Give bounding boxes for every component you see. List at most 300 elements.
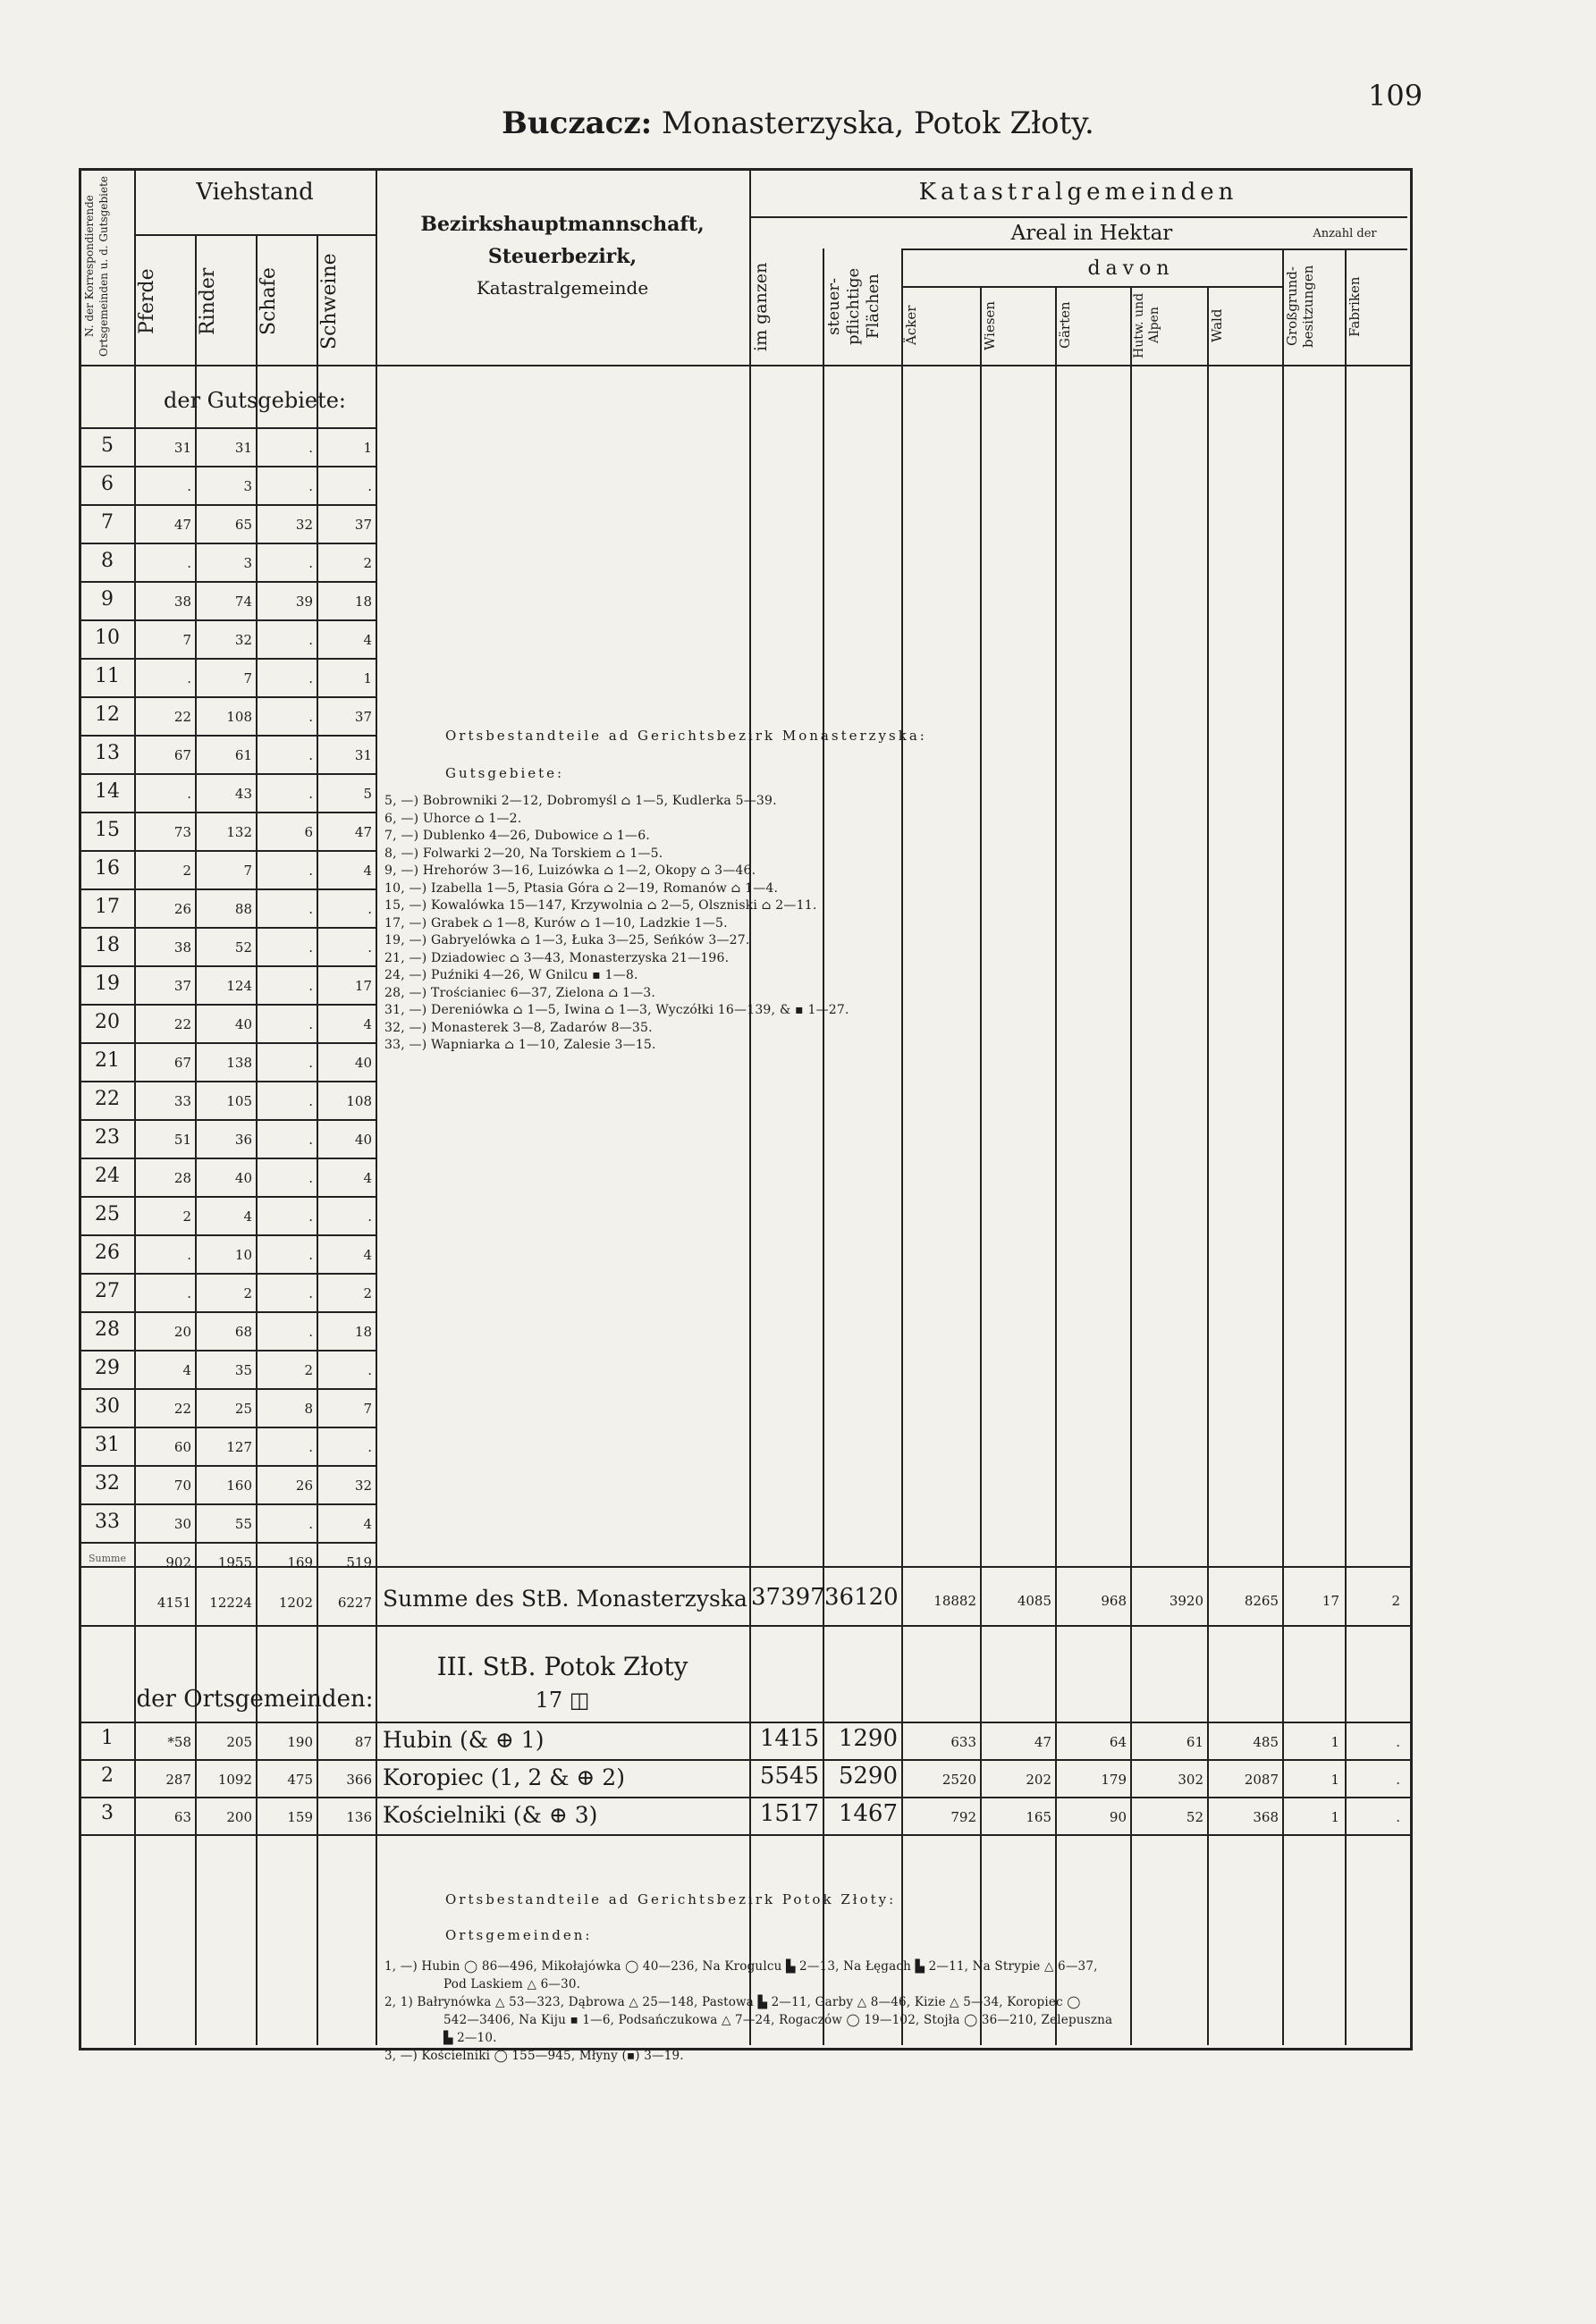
fabriken-header: Fabriken — [1347, 276, 1363, 337]
cell-pferde: 2 — [182, 1208, 191, 1225]
viehstand-header: Viehstand — [196, 179, 314, 206]
davon-header: davon — [1087, 257, 1175, 280]
cell-pferde: 28 — [173, 1170, 191, 1186]
wald-header: Wald — [1209, 308, 1225, 342]
cell-rinder: 124 — [226, 978, 252, 994]
cell-schweine: 87 — [354, 1734, 372, 1750]
cell-schafe: . — [308, 478, 313, 494]
note-line: 1, —) Hubin ◯ 86—496, Mikołajówka ◯ 40—236, Na Krogulcu ▙ 2—13, Na Łęgach ▙ 2—11, Na Strypie △ 6—37, — [384, 1959, 1098, 1974]
cell-schafe: . — [308, 901, 313, 917]
cell-schafe: . — [308, 1208, 313, 1225]
cell-fabriken: . — [1396, 1809, 1400, 1825]
cell-schweine: . — [367, 1362, 372, 1378]
table-row-rule — [79, 1465, 376, 1467]
cell-rinder: 32 — [234, 632, 252, 648]
cell-schafe: . — [308, 939, 313, 956]
cell-schafe: 2 — [304, 1362, 313, 1378]
cell-hutw: 61 — [1186, 1734, 1203, 1750]
cell-steuerpflichtige: 1467 — [838, 1800, 898, 1827]
table-row-rule — [79, 888, 376, 890]
cell-rinder: 7 — [243, 863, 252, 879]
section3-bottom-rule — [79, 1834, 1410, 1836]
note-line: 28, —) Trościaniec 6—37, Zielona ⌂ 1—3. — [384, 985, 656, 1000]
nr-column-header: N. der Korrespondierende Ortsgemeinden u. d. Gutsgebiete — [83, 176, 110, 358]
steuerpflichtige-header: steuer-pflichtige Flächen — [824, 267, 882, 346]
cell-pferde: 63 — [173, 1809, 191, 1825]
cell-rinder: 3 — [243, 555, 252, 571]
gutsgebiete-label: der Gutsgebiete: — [164, 388, 346, 413]
row-number: 25 — [95, 1203, 120, 1225]
notes-header: Ortsbestandteile ad Gerichtsbezirk Potok Złoty: — [445, 1891, 897, 1907]
cell-schafe: . — [308, 555, 313, 571]
total-schweine: 6227 — [337, 1595, 372, 1611]
row-number: 28 — [95, 1318, 120, 1341]
table-row-rule — [79, 581, 376, 583]
row-number: 21 — [95, 1049, 120, 1072]
summe-row-rule — [79, 1542, 376, 1544]
total-gaerten: 968 — [1101, 1593, 1127, 1609]
schweine-header: Schweine — [318, 253, 341, 349]
total-name: Summe des StB. Monasterzyska — [383, 1586, 747, 1612]
table-row-rule — [79, 1081, 376, 1082]
rinder-header: Rinder — [197, 267, 219, 335]
cell-pferde: 26 — [173, 901, 191, 917]
cell-pferde: 67 — [173, 747, 191, 763]
im-ganzen-header: im ganzen — [751, 262, 771, 351]
bezirk-header-line3: Katastralgemeinde — [476, 277, 649, 299]
cell-im-ganzen: 1517 — [759, 1800, 819, 1827]
row-number: 15 — [95, 819, 120, 841]
row-number: 26 — [95, 1242, 120, 1264]
cell-schweine: 108 — [346, 1093, 372, 1109]
table-row-rule — [79, 1158, 376, 1159]
cell-pferde: 7 — [182, 632, 191, 648]
grossgrund-header: Großgrund-besitzungen — [1284, 265, 1316, 349]
cell-pferde: 70 — [173, 1478, 191, 1494]
table-row-rule — [79, 696, 376, 698]
cell-wiesen: 47 — [1034, 1734, 1051, 1750]
total-fabriken: 2 — [1391, 1593, 1400, 1609]
total-row-top-rule — [79, 1566, 1410, 1568]
cell-rinder: 200 — [226, 1809, 252, 1825]
note-line: 15, —) Kowalówka 15—147, Krzywolnia ⌂ 2—5, Olszniski ⌂ 2—11. — [384, 898, 817, 913]
wiesen-header: Wiesen — [982, 300, 998, 350]
cell-fabriken: . — [1396, 1772, 1400, 1788]
table-row-rule — [79, 1234, 376, 1236]
municipality-name: Koropiec (1, 2 & ⊕ 2) — [383, 1764, 625, 1790]
cell-schafe: . — [308, 709, 313, 725]
table-row-rule — [79, 1119, 376, 1121]
cell-pferde: . — [187, 478, 191, 494]
cell-pferde: . — [187, 1247, 191, 1263]
page-title: Buczacz: Monasterzyska, Potok Złoty. — [502, 105, 1094, 141]
cell-pferde: 22 — [173, 1401, 191, 1417]
total-wald: 8265 — [1244, 1593, 1279, 1609]
note-line: 2, 1) Bałrynówka △ 53—323, Dąbrowa △ 25—148, Pastowa ▙ 2—11, Garby △ 8—46, Kizie △ 5—34, Koropiec ◯ — [384, 1995, 1081, 2009]
cell-rinder: 43 — [234, 786, 252, 802]
table-row-rule — [79, 504, 376, 506]
cell-schafe: . — [308, 632, 313, 648]
cell-schafe: . — [308, 1247, 313, 1263]
row-number: 31 — [95, 1434, 120, 1456]
cell-schafe: 475 — [287, 1772, 313, 1788]
cell-schweine: 4 — [363, 632, 372, 648]
row-number: 10 — [95, 627, 120, 649]
table-row-rule — [79, 812, 376, 813]
cell-schweine: 5 — [363, 786, 372, 802]
summe-schweine: 519 — [346, 1554, 372, 1570]
cell-schweine: . — [367, 478, 372, 494]
total-hutw: 3920 — [1169, 1593, 1203, 1609]
cell-wald: 2087 — [1244, 1772, 1279, 1788]
total-steuerpflichtige: 36120 — [824, 1584, 899, 1611]
cell-schafe: . — [308, 1439, 313, 1455]
summe-label: Summe — [89, 1553, 126, 1564]
cell-schafe: . — [308, 786, 313, 802]
table-row-rule — [79, 927, 376, 929]
cell-pferde: *58 — [167, 1734, 191, 1750]
cell-schweine: 4 — [363, 1170, 372, 1186]
note-line: 7, —) Dublenko 4—26, Dubowice ⌂ 1—6. — [384, 829, 650, 843]
cell-schweine: 37 — [354, 709, 372, 725]
cell-pferde: . — [187, 555, 191, 571]
table-row-rule — [79, 466, 376, 467]
cell-rinder: 127 — [226, 1439, 252, 1455]
row-number: 13 — [95, 742, 120, 764]
cell-pferde: . — [187, 1285, 191, 1301]
note-line: 17, —) Grabek ⌂ 1—8, Kurów ⌂ 1—10, Ladzkie 1—5. — [384, 915, 728, 930]
viehstand-rule — [134, 234, 376, 236]
summe-rinder: 1955 — [217, 1554, 252, 1570]
cell-rinder: 55 — [234, 1516, 252, 1532]
note-line: Pod Laskiem △ 6—30. — [443, 1977, 581, 1991]
davon-rule — [901, 286, 1282, 288]
cell-rinder: 108 — [226, 709, 252, 725]
cell-rinder: 31 — [234, 440, 252, 456]
cell-schweine: 4 — [363, 1247, 372, 1263]
cell-schafe: 190 — [287, 1734, 313, 1750]
section3-label: der Ortsgemeinden: — [136, 1686, 374, 1713]
cell-fabriken: . — [1396, 1734, 1400, 1750]
cell-grossgrund: 1 — [1330, 1734, 1339, 1750]
cell-grossgrund: 1 — [1330, 1772, 1339, 1788]
table-row-rule — [79, 1503, 376, 1505]
cell-schweine: 1 — [363, 440, 372, 456]
cell-pferde: 30 — [173, 1516, 191, 1532]
cell-schafe: 32 — [295, 517, 313, 533]
cell-schafe: . — [308, 1055, 313, 1071]
note-line: 542—3406, Na Kiju ▪ 1—6, Podsańczukowa △ 7—24, Rogaczów ◯ 19—102, Stojła ◯ 36—210, Zelepuszna — [443, 2013, 1113, 2027]
cell-schafe: . — [308, 1132, 313, 1148]
row-number: 5 — [101, 434, 114, 457]
cell-rinder: 52 — [234, 939, 252, 956]
cell-pferde: 38 — [173, 594, 191, 610]
header-bottom-rule — [79, 365, 1410, 366]
table-row-rule — [79, 1273, 376, 1275]
row-number: 2 — [101, 1764, 114, 1787]
table-row-rule — [79, 658, 376, 660]
cell-schweine: 18 — [354, 594, 372, 610]
table-row-rule — [79, 1042, 376, 1044]
cell-hutw: 52 — [1186, 1809, 1203, 1825]
cell-gaerten: 64 — [1109, 1734, 1127, 1750]
total-im-ganzen: 37397 — [751, 1584, 825, 1611]
cell-schweine: 47 — [354, 824, 372, 840]
cell-schweine: . — [367, 939, 372, 956]
table-row-rule — [79, 1311, 376, 1313]
cell-pferde: 73 — [173, 824, 191, 840]
cell-schafe: . — [308, 1285, 313, 1301]
total-schafe: 1202 — [278, 1595, 313, 1611]
cell-rinder: 40 — [234, 1170, 252, 1186]
cell-pferde: 20 — [173, 1324, 191, 1340]
cell-pferde: 51 — [173, 1132, 191, 1148]
cell-rinder: 25 — [234, 1401, 252, 1417]
note-line: 10, —) Izabella 1—5, Ptasia Góra ⌂ 2—19, Romanów ⌂ 1—4. — [384, 880, 779, 896]
cell-pferde: 47 — [173, 517, 191, 533]
cell-rinder: 138 — [226, 1055, 252, 1071]
cell-rinder: 105 — [226, 1093, 252, 1109]
cell-rinder: 40 — [234, 1016, 252, 1032]
table-row-rule — [79, 965, 376, 967]
note-line: 21, —) Dziadowiec ⌂ 3—43, Monasterzyska 21—196. — [384, 950, 730, 965]
cell-im-ganzen: 5545 — [759, 1763, 819, 1789]
cell-rinder: 68 — [234, 1324, 252, 1340]
row-number: 24 — [95, 1165, 120, 1187]
row-number: 20 — [95, 1011, 120, 1033]
table-row-rule — [79, 1350, 376, 1351]
cell-acker: 633 — [950, 1734, 976, 1750]
row-number: 11 — [95, 665, 120, 687]
note-line: 9, —) Hrehorów 3—16, Luizówka ⌂ 1—2, Okopy ⌂ 3—46. — [384, 863, 756, 878]
cell-pferde: 4 — [182, 1362, 191, 1378]
table-row-rule — [79, 427, 376, 429]
total-row-bottom-rule — [79, 1625, 1410, 1627]
cell-pferde: 31 — [173, 440, 191, 456]
note-line: 8, —) Folwarki 2—20, Na Torskiem ⌂ 1—5. — [384, 846, 663, 861]
cell-rinder: 1092 — [217, 1772, 252, 1788]
cell-pferde: 67 — [173, 1055, 191, 1071]
cell-rinder: 74 — [234, 594, 252, 610]
katastral-header: Katastralgemeinden — [918, 179, 1238, 206]
table-row-rule — [79, 1004, 376, 1006]
cell-schafe: . — [308, 1170, 313, 1186]
row-number: 12 — [95, 703, 120, 726]
cell-pferde: . — [187, 786, 191, 802]
acker-header: Äcker — [903, 305, 919, 346]
cell-schweine: 7 — [363, 1401, 372, 1417]
cell-schweine: . — [367, 901, 372, 917]
cell-wiesen: 202 — [1026, 1772, 1051, 1788]
note-line: 5, —) Bobrowniki 2—12, Dobromyśl ⌂ 1—5, Kudlerka 5—39. — [384, 794, 777, 808]
row-number: 32 — [95, 1472, 120, 1495]
cell-rinder: 61 — [234, 747, 252, 763]
row-number: 3 — [101, 1802, 114, 1824]
total-acker: 18882 — [933, 1593, 976, 1609]
table-row-rule — [79, 543, 376, 544]
cell-schafe: . — [308, 978, 313, 994]
cell-gaerten: 179 — [1101, 1772, 1127, 1788]
cell-schafe: . — [308, 747, 313, 763]
cell-pferde: 287 — [165, 1772, 191, 1788]
row-number: 29 — [95, 1357, 120, 1379]
cell-schafe: 26 — [295, 1478, 313, 1494]
total-grossgrund: 17 — [1322, 1593, 1339, 1609]
note-line: 24, —) Puźniki 4—26, W Gnilcu ▪ 1—8. — [384, 968, 638, 982]
row-number: 18 — [95, 934, 120, 956]
cell-steuerpflichtige: 1290 — [838, 1725, 898, 1752]
cell-schafe: 6 — [304, 824, 313, 840]
cell-schweine: 17 — [354, 978, 372, 994]
row-number: 14 — [95, 780, 120, 803]
cell-schweine: 1 — [363, 670, 372, 686]
cell-wiesen: 165 — [1026, 1809, 1051, 1825]
row-number: 16 — [95, 857, 120, 880]
total-wiesen: 4085 — [1017, 1593, 1051, 1609]
cell-hutw: 302 — [1178, 1772, 1203, 1788]
anzahl-header: Anzahl der — [1313, 227, 1377, 240]
schafe-header: Schafe — [258, 267, 280, 335]
cell-wald: 368 — [1253, 1809, 1279, 1825]
cell-schweine: 4 — [363, 863, 372, 879]
table-row-rule — [79, 773, 376, 775]
cell-schweine: 18 — [354, 1324, 372, 1340]
cell-schafe: . — [308, 1324, 313, 1340]
cell-pferde: . — [187, 670, 191, 686]
cell-acker: 792 — [950, 1809, 976, 1825]
cell-rinder: 3 — [243, 478, 252, 494]
cell-schafe: 159 — [287, 1809, 313, 1825]
note-line: 31, —) Dereniówka ⌂ 1—5, Iwina ⌂ 1—3, Wyczółki 16—139, & ▪ 1—27. — [384, 1003, 849, 1017]
table-row-rule — [79, 850, 376, 852]
cell-rinder: 4 — [243, 1208, 252, 1225]
cell-rinder: 88 — [234, 901, 252, 917]
cell-schafe: 39 — [295, 594, 313, 610]
cell-rinder: 160 — [226, 1478, 252, 1494]
cell-gaerten: 90 — [1109, 1809, 1127, 1825]
cell-schweine: 31 — [354, 747, 372, 763]
gaerten-header: Gärten — [1057, 301, 1073, 349]
cell-pferde: 60 — [173, 1439, 191, 1455]
cell-wald: 485 — [1253, 1734, 1279, 1750]
row-number: 22 — [95, 1088, 120, 1110]
cell-schweine: 40 — [354, 1055, 372, 1071]
cell-schweine: 4 — [363, 1016, 372, 1032]
total-pferde: 4151 — [156, 1595, 191, 1611]
cell-schweine: . — [367, 1208, 372, 1225]
municipality-name: Kościelniki (& ⊕ 3) — [383, 1802, 598, 1828]
hutw-header: Hutw. und Alpen — [1132, 292, 1161, 358]
cell-rinder: 10 — [234, 1247, 252, 1263]
row-number: 30 — [95, 1395, 120, 1418]
table-row-rule — [79, 619, 376, 621]
bezirk-header-line2: Steuerbezirk, — [487, 245, 638, 268]
cell-grossgrund: 1 — [1330, 1809, 1339, 1825]
note-line: 3, —) Kościelniki ◯ 155—945, Młyny (▪) 3—19. — [384, 2049, 684, 2063]
section3-row-rule — [79, 1797, 1410, 1798]
cell-schafe: . — [308, 1093, 313, 1109]
cell-schweine: 136 — [346, 1809, 372, 1825]
section3-row-rule — [79, 1722, 1410, 1723]
cell-schafe: . — [308, 863, 313, 879]
cell-schweine: 366 — [346, 1772, 372, 1788]
cell-rinder: 7 — [243, 670, 252, 686]
cell-schweine: 37 — [354, 517, 372, 533]
areal-rule — [901, 248, 1407, 250]
cell-pferde: 38 — [173, 939, 191, 956]
cell-rinder: 205 — [226, 1734, 252, 1750]
row-number: 9 — [101, 588, 114, 610]
total-rinder: 12224 — [209, 1595, 252, 1611]
cell-pferde: 2 — [182, 863, 191, 879]
row-number: 6 — [101, 473, 114, 495]
cell-pferde: 33 — [173, 1093, 191, 1109]
cell-pferde: 22 — [173, 1016, 191, 1032]
cell-schafe: . — [308, 1516, 313, 1532]
cell-pferde: 22 — [173, 709, 191, 725]
note-line: 33, —) Wapniarka ⌂ 1—10, Zalesie 3—15. — [384, 1038, 656, 1052]
cell-schweine: 2 — [363, 555, 372, 571]
cell-schafe: 8 — [304, 1401, 313, 1417]
table-row-rule — [79, 1427, 376, 1428]
cell-schweine: 4 — [363, 1516, 372, 1532]
section3-title: III. StB. Potok Złoty — [436, 1652, 688, 1681]
cell-schafe: . — [308, 670, 313, 686]
cell-rinder: 132 — [226, 824, 252, 840]
note-line: ▙ 2—10. — [443, 2031, 497, 2045]
areal-header: Areal in Hektar — [1010, 222, 1173, 245]
row-number: 1 — [101, 1727, 114, 1749]
cell-acker: 2520 — [942, 1772, 976, 1788]
cell-steuerpflichtige: 5290 — [838, 1763, 898, 1789]
municipality-name: Hubin (& ⊕ 1) — [383, 1727, 545, 1753]
summe-schafe: 169 — [287, 1554, 313, 1570]
notes-subheader: Gutsgebiete: — [445, 765, 565, 781]
cell-rinder: 36 — [234, 1132, 252, 1148]
row-number: 23 — [95, 1126, 120, 1149]
notes-subheader: Ortsgemeinden: — [445, 1927, 593, 1943]
cell-schafe: . — [308, 1016, 313, 1032]
notes-header: Ortsbestandteile ad Gerichtsbezirk Monasterzyska: — [445, 728, 927, 744]
cell-rinder: 35 — [234, 1362, 252, 1378]
bezirk-header-line1: Bezirkshauptmannschaft, — [420, 213, 705, 236]
table-row-rule — [79, 1196, 376, 1198]
cell-rinder: 65 — [234, 517, 252, 533]
cell-schweine: . — [367, 1439, 372, 1455]
cell-pferde: 37 — [173, 978, 191, 994]
row-number: 7 — [101, 511, 114, 534]
section3-sub: 17 ◫ — [535, 1688, 590, 1713]
row-number: 8 — [101, 550, 114, 572]
page-number: 109 — [1368, 79, 1423, 113]
cell-im-ganzen: 1415 — [759, 1725, 819, 1752]
katastral-rule — [749, 216, 1407, 218]
row-number: 27 — [95, 1280, 120, 1302]
row-number: 19 — [95, 973, 120, 995]
section3-row-rule — [79, 1759, 1410, 1761]
note-line: 19, —) Gabryelówka ⌂ 1—3, Łuka 3—25, Seńków 3—27. — [384, 933, 750, 947]
cell-schweine: 40 — [354, 1132, 372, 1148]
cell-schafe: . — [308, 440, 313, 456]
summe-pferde: 902 — [165, 1554, 191, 1570]
pferde-header: Pferde — [136, 268, 158, 334]
cell-schweine: 2 — [363, 1285, 372, 1301]
table-row-rule — [79, 1388, 376, 1390]
note-line: 32, —) Monasterek 3—8, Zadarów 8—35. — [384, 1020, 653, 1035]
cell-rinder: 2 — [243, 1285, 252, 1301]
note-line: 6, —) Uhorce ⌂ 1—2. — [384, 811, 522, 826]
row-number: 33 — [95, 1511, 120, 1533]
